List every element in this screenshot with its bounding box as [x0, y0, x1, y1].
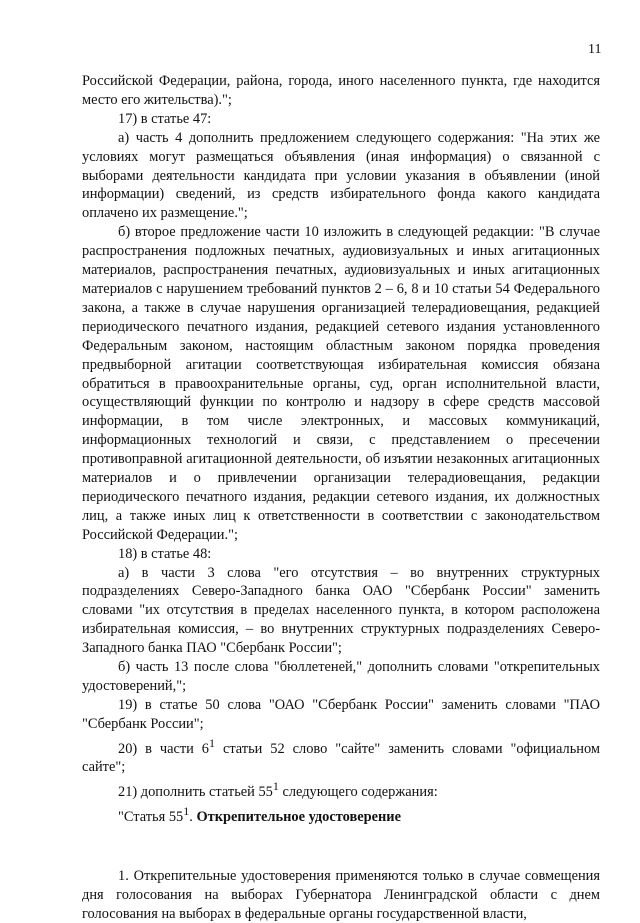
paragraph-1: Российской Федерации, района, города, иного населенного пункта, где находится место его жительства).";	[82, 73, 600, 108]
paragraph-5: 18) в статье 48:	[118, 545, 212, 562]
paragraph-9: 20) в части $6^1$ статьи 52 слово "сайте" заменить словами "официальном сайте";	[82, 735, 600, 776]
page-number: 11	[588, 42, 602, 57]
paragraph-11: "Статья $55^1$. Открепительное удостоверение	[118, 804, 401, 825]
paragraph-12: 1. Открепительные удостоверения применяются только в случае совмещения дня голосования на выборах Губернатора Ленинградской области с днем голосования на выборах в федеральные органы государственной власти,	[82, 867, 600, 922]
paragraph-10: 21) дополнить статьей $55^1$ следующего содержания:	[118, 779, 438, 801]
paragraph-3: а) часть 4 дополнить предложением следующего содержания: "На этих же условиях могут размещаться объявления (иная информация) о связанной с выборами деятельности кандидата при условии указания в объявлении (иной информации) сведений, из средств избирательного фонда какого кандидата оплачено их размещение.";	[82, 129, 600, 222]
paragraph-7: б) часть 13 после слова "бюллетеней," дополнить словами "открепительных удостоверений,";	[82, 659, 600, 694]
paragraph-4: б) второе предложение части 10 изложить в следующей редакции: "В случае распространения подложных печатных, аудиовизуальных и иных агитационных материалов, распространения печатных, аудиовизуальных и иных агитационных материалов с нарушением требований пунктов 2 – 6, 8 и 10 статьи 54 Федерального закона, а также в случае нарушения организацией телерадиовещания, редакцией периодического печатного издания, редакцией сетевого издания установленного Федеральным законом, настоящим областным законом порядка проведения предвыборной агитации соответствующая избирательная комиссия обязана обратиться в правоохранительные органы, суд, орган исполнительной власти, осуществляющий функции по контролю и надзору в сфере средств массовой информации, в том числе электронных, и массовых коммуникаций, информационных технологий и связи, с представлением о пресечении противоправной агитационной деятельности, об изъятии незаконных агитационных материалов и о привлечении организации телерадиовещания, редакции периодического печатного издания, редакции сетевого издания, их должностных лиц, а также иных лиц к ответственности в соответствии с законодательством Российской Федерации.";	[82, 224, 600, 543]
document-body	[82, 72, 600, 923]
section-gap	[82, 827, 600, 867]
paragraph-8: 19) в статье 50 слова "ОАО "Сбербанк России" заменить словами "ПАО "Сбербанк России";	[82, 696, 600, 732]
paragraph-2: 17) в статье 47:	[118, 110, 212, 127]
paragraph-6: а) в части 3 слова "его отсутствия – во внутренних структурных подразделениях Северо-Западного банка ОАО "Сбербанк России" заменить словами "их отсутствия в пределах населенного пункта, в котором расположена избирательная комиссия, – во внутренних структурных подразделениях Северо-Западного банка ПАО "Сбербанк России";	[82, 564, 600, 657]
